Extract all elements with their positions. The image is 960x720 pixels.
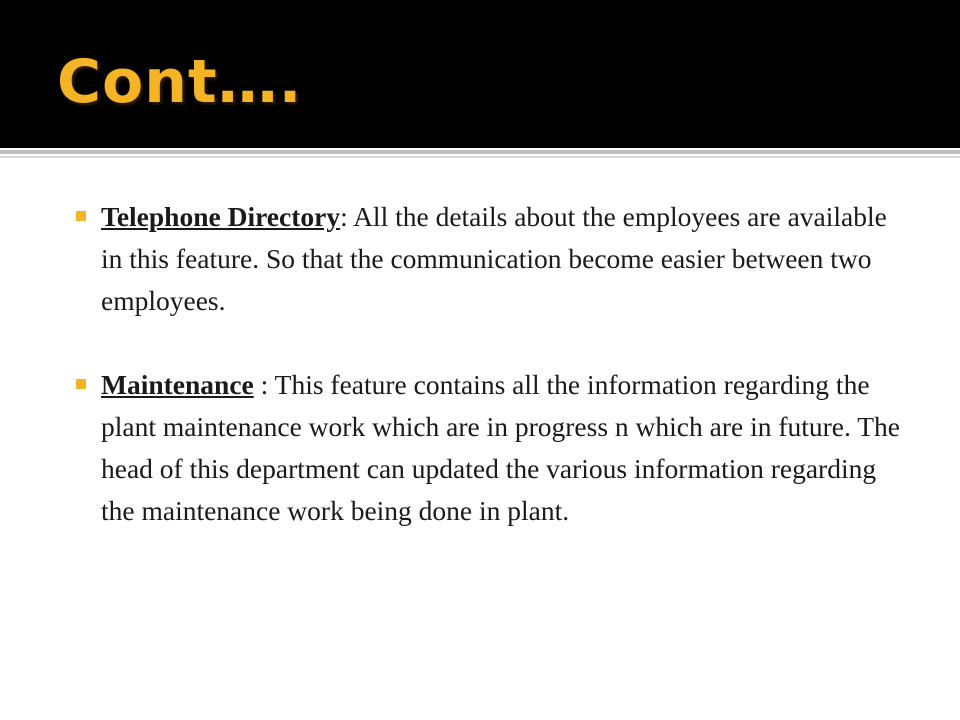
slide-title: Cont…. [57, 47, 303, 117]
square-bullet-icon [76, 379, 86, 389]
bullet-item-maintenance [76, 364, 906, 532]
bullet-item-telephone-directory [76, 196, 906, 322]
bullet-separator: : [253, 369, 269, 400]
slide-body [76, 196, 906, 532]
bullet-text: All the details about the employees are available in this feature. So that the communication become easier between two employees. [101, 201, 887, 316]
bullet-term: Telephone Directory [101, 201, 341, 232]
bullet-text: This feature contains all the information regarding the plant maintenance work which are in progress n which are in future. The head of this department can updated the various information regarding the maintenance work being done in plant. [101, 369, 901, 526]
square-bullet-icon [76, 211, 86, 221]
bullet-separator: : [340, 201, 348, 232]
title-divider [0, 150, 960, 154]
title-divider-thin [0, 156, 960, 158]
title-bar [0, 0, 960, 148]
bullet-term: Maintenance [101, 369, 254, 400]
